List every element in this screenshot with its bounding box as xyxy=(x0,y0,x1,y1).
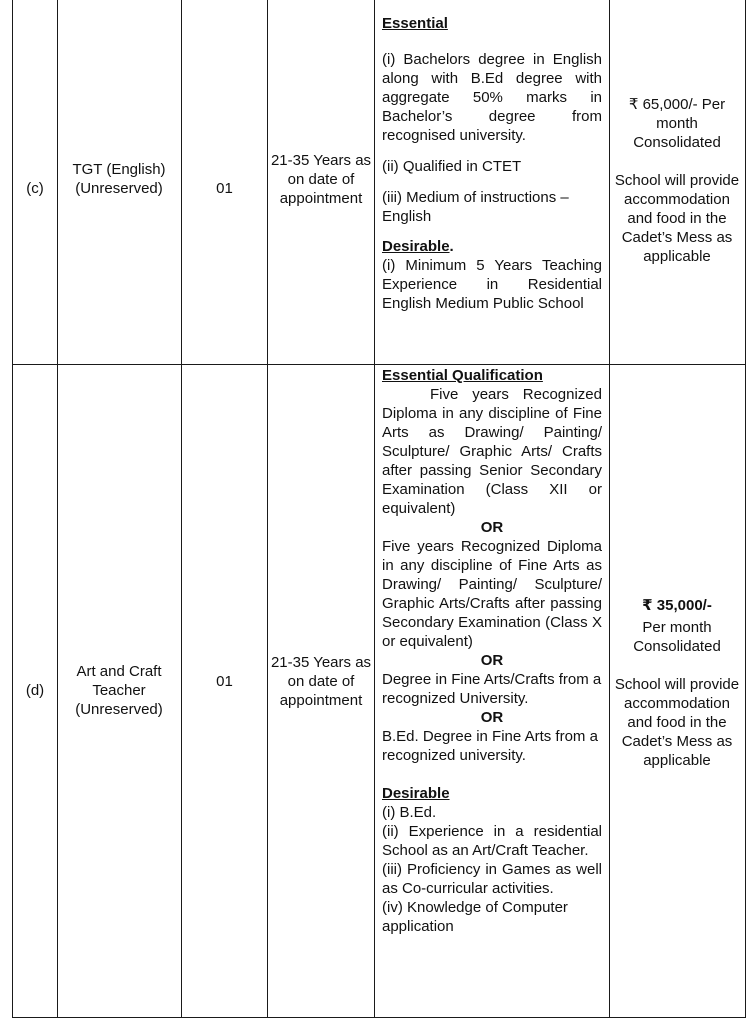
desirable-item: (iii) Proficiency in Games as well as Co-curricular activities. xyxy=(382,861,602,897)
desirable-item: (iv) Knowledge of Computer application xyxy=(382,899,568,935)
row-c-age-limit: 21-35 Years as on date of appointment xyxy=(270,152,372,207)
column-divider xyxy=(181,0,182,1018)
desirable-heading: Desirable xyxy=(382,785,450,802)
essential-item: (ii) Qualified in CTET xyxy=(382,158,522,175)
essential-heading: Essential Qualification xyxy=(382,367,543,384)
table-border-bottom xyxy=(12,1017,746,1018)
essential-heading: Essential xyxy=(382,15,448,32)
row-c-post-name: TGT (English) (Unreserved) xyxy=(72,161,166,197)
essential-item: (i) Bachelors degree in English along with B.Ed degree with aggregate 50% marks in Bachelor’s degree from recognised university. xyxy=(382,51,602,144)
table-border-right xyxy=(745,0,746,1018)
desirable-item: (i) Minimum 5 Years Teaching Experience in Residential English Medium Public School xyxy=(382,257,602,312)
row-d-post-name: Art and Craft Teacher (Unreserved) xyxy=(75,663,163,718)
essential-item: Five years Recognized Diploma in any discipline of Fine Arts as Drawing/ Painting/ Sculpture/ Graphic Arts/ Crafts after passing Senior Secondary Examination (Class XII or equivalent) xyxy=(382,386,602,517)
row-c-pay xyxy=(614,95,740,266)
row-d-serial: (d) xyxy=(25,682,45,699)
desirable-heading: Desirable xyxy=(382,238,450,255)
row-d-vacancies: 01 xyxy=(216,673,233,690)
pay-note: School will provide accommodation and food in the Cadet’s Mess as applicable xyxy=(614,172,740,265)
column-divider xyxy=(57,0,58,1018)
column-divider xyxy=(609,0,610,1018)
row-c-serial: (c) xyxy=(26,180,44,197)
or-separator: OR xyxy=(480,652,504,669)
essential-item: B.Ed. Degree in Fine Arts from a recognized university. xyxy=(382,728,598,764)
essential-item: (iii) Medium of instructions – English xyxy=(382,189,569,225)
essential-item: Degree in Fine Arts/Crafts from a recognized University. xyxy=(382,671,602,707)
column-divider xyxy=(374,0,375,1018)
or-separator: OR xyxy=(480,709,504,726)
row-divider xyxy=(12,364,746,365)
table-border-left xyxy=(12,0,13,1018)
row-c-vacancies: 01 xyxy=(216,180,233,197)
row-c-qualifications: Essential (i) Bachelors degree in English along with B.Ed degree with aggregate 50% marks in Bachelor’s degree from recognised university. (ii) Qualified in CTET (iii) Medium of instructions – English Desirable. (i) Minimum 5 Years Teaching Experience in Residential English Medium Public School xyxy=(382,15,602,312)
row-d-qualifications xyxy=(382,366,602,936)
or-separator: OR xyxy=(480,519,504,536)
row-d-pay xyxy=(614,596,740,770)
row-d-age-limit: 21-35 Years as on date of appointment xyxy=(270,654,372,709)
column-divider xyxy=(267,0,268,1018)
desirable-item: (ii) Experience in a residential School as an Art/Craft Teacher. xyxy=(382,823,602,859)
pay-note: School will provide accommodation and food in the Cadet’s Mess as applicable xyxy=(614,676,740,769)
pay-amount: ₹ 65,000/- Per month Consolidated xyxy=(628,96,726,151)
essential-item: Five years Recognized Diploma in any discipline of Fine Arts as Drawing/ Painting/ Sculpture/ Graphic Arts/Crafts after passing Secondary Examination (Class X or equivalent) xyxy=(382,538,602,650)
desirable-item: (i) B.Ed. xyxy=(382,804,437,821)
pay-amount: ₹ 35,000/- xyxy=(642,597,712,614)
pay-period: Per month Consolidated xyxy=(633,619,721,655)
